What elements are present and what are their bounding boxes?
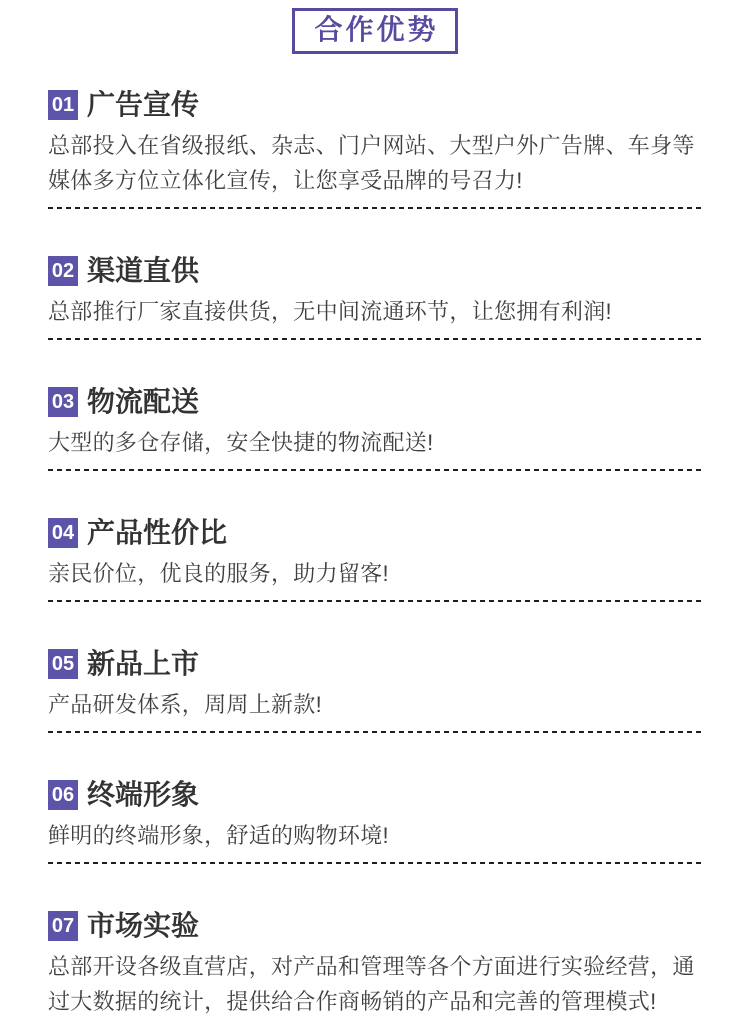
section-description: 大型的多仓存储，安全快捷的物流配送! [48,430,434,455]
section-heading [48,518,702,548]
dashed-divider [48,731,702,733]
dashed-divider [48,862,702,864]
section-heading [48,256,702,286]
advantage-section-06 [48,780,702,864]
advantage-section-03 [48,387,702,471]
number-badge: 05 [48,649,78,679]
number-badge: 07 [48,911,78,941]
section-description: 总部投入在省级报纸、杂志、门户网站、大型户外广告牌、车身等媒体多方位立体化宣传，让您享受品牌的号召力! [48,133,695,193]
section-heading [48,780,702,810]
dashed-divider [48,600,702,602]
advantage-section-01 [48,90,702,209]
section-title: 市场实验 [87,910,200,941]
number-badge: 06 [48,780,78,810]
advantage-section-02 [48,256,702,340]
number-badge: 04 [48,518,78,548]
advantage-section-05 [48,649,702,733]
section-description: 亲民价位，优良的服务，助力留客! [48,561,389,586]
advantage-section-04 [48,518,702,602]
section-heading [48,911,702,941]
number-badge: 02 [48,256,78,286]
section-title: 新品上市 [87,648,200,679]
advantage-list [48,90,702,1028]
number-badge: 03 [48,387,78,417]
section-title: 渠道直供 [87,255,200,286]
section-description: 总部开设各级直营店，对产品和管理等各个方面进行实验经营，通过大数据的统计，提供给合作商畅销的产品和完善的管理模式! [48,954,695,1014]
section-title: 广告宣传 [87,89,200,120]
section-title: 物流配送 [87,386,200,417]
section-description: 总部推行厂家直接供货，无中间流通环节，让您拥有利润! [48,299,612,324]
page-header [48,8,702,54]
section-description: 产品研发体系，周周上新款! [48,692,323,717]
section-title: 产品性价比 [87,517,228,548]
section-heading [48,90,702,120]
advantage-section-07 [48,911,702,1028]
section-heading [48,649,702,679]
section-heading [48,387,702,417]
page-title: 合作优势 [292,8,457,54]
dashed-divider [48,469,702,471]
number-badge: 01 [48,90,78,120]
dashed-divider [48,338,702,340]
section-title: 终端形象 [87,779,200,810]
section-description: 鲜明的终端形象，舒适的购物环境! [48,823,389,848]
dashed-divider [48,207,702,209]
